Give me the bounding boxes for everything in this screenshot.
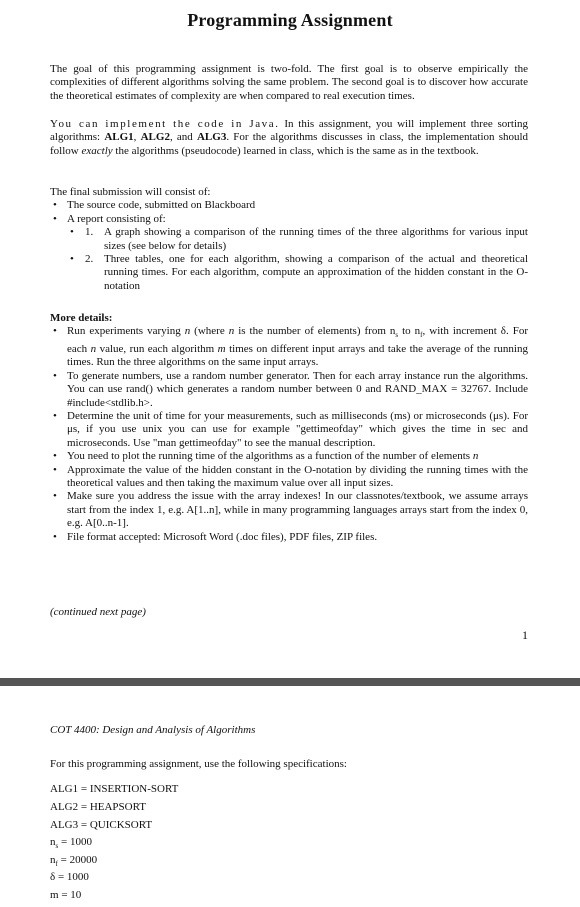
list-item [50,450,528,463]
detail-text: to n [398,325,421,338]
list-item [50,464,528,491]
spec-row [50,801,347,819]
detail-text: File format accepted: Microsoft Word (.doc files), PDF files, ZIP files. [67,530,378,543]
spec-value: HEAPSORT [89,801,147,813]
list-item [50,531,528,544]
specifications-intro: For this programming assignment, use the following specifications: [50,758,347,770]
spec-label: ALG3 [50,818,79,831]
list-item [50,370,528,410]
subscript-s: s [395,331,399,340]
final-submission-block [50,186,528,293]
list-item [67,226,528,253]
spec-label: m [50,888,59,901]
spec-label: n [50,853,56,866]
spec-label: δ [50,871,56,884]
spec-row [50,871,347,889]
spec-separator: = [78,818,90,831]
spec-separator: = [58,836,70,849]
detail-text: Determine the unit of time for your measurements, such as milliseconds (ms) or microseconds (μs). For μs, if you use unix you can use for example "gettimeofday" which gives the time in sec and microseconds. Use "man gettimeofday" to see the manual description. [67,410,528,449]
implementation-paragraph [50,118,528,158]
alg1-label: ALG1 [104,131,134,144]
page-number: 1 [522,628,528,642]
var-n: n [228,325,235,338]
report-item-text: Three tables, one for each algorithm, showing a comparison of the actual and theoretical running times. For each algorithm, compute an approximation of the hidden constant in the O-notation [104,253,528,292]
detail-text: Approximate the value of the hidden constant in the O-notation by dividing the running times with the theoretical values and then taking the maximum value over all input sizes. [67,463,528,490]
goal-paragraph: The goal of this programming assignment is two-fold. The first goal is to observe empirically the complexities of different algorithms solving the same problem. The second goal is to discover how accurate the theoretical estimates of complexity are when compared to real execution times. [50,63,528,102]
spec-subscript: s [55,842,59,851]
spec-separator: = [78,783,90,796]
spec-value: 10 [70,888,82,901]
list-item [50,199,528,212]
spec-value: QUICKSORT [89,818,153,831]
specifications-list [50,783,347,906]
more-details-list [50,325,528,544]
var-n: n [472,450,479,463]
detail-text: is the number of elements) from n [234,325,396,338]
detail-text: Run experiments varying [67,325,185,338]
list-item [50,490,528,530]
spec-value: 1000 [69,836,92,849]
report-item-text: A graph showing a comparison of the running times of the three algorithms for various input sizes (see below for details) [104,226,528,252]
detail-text: You need to plot the running time of the algorithms as a function of the number of elements [67,450,473,463]
var-n: n [90,343,97,355]
detail-text: value, run each algorithm [96,343,218,355]
final-item-text: A report consisting of: [67,212,166,225]
alg2-label: ALG2 [140,131,170,144]
detail-text: Make sure you address the issue with the array indexes! In our classnotes/textbook, we assume arrays start from the index 1, e.g. A[1..n], while in many programming languages arrays start from the index 0, e.g. A[0..n-1]. [67,490,528,530]
list-item [67,253,528,293]
spec-separator: = [58,888,71,901]
more-details-block [50,312,528,544]
implementation-text-3: the algorithms (pseudocode) learned in class, which is the same as in the textbook. [112,144,479,157]
page-divider [0,678,580,686]
detail-text: times on different input arrays and take the average of the running times. Run the three algorithms on the same input arrays. [67,343,528,369]
spec-row [50,854,347,872]
list-item [50,213,528,293]
spec-separator: = [57,853,70,866]
var-n: n [184,325,191,338]
detail-text: , with increment δ. For each [67,325,528,355]
final-submission-intro: The final submission will consist of: [50,186,211,198]
detail-text: (where [190,325,229,338]
course-header: COT 4400: Design and Analysis of Algorithms [50,724,256,736]
spec-row [50,889,347,907]
spec-row [50,836,347,854]
spec-row [50,819,347,837]
spec-label: ALG2 [50,801,79,813]
spec-subscript: f [55,859,58,868]
implementation-sep-2: , and [169,131,197,144]
subscript-f: f [420,331,423,340]
var-m: m [217,343,226,355]
list-item [50,325,528,369]
alg3-label: ALG3 [196,131,227,144]
exactly-emphasis: exactly [81,144,113,157]
spec-value: 20000 [69,853,98,866]
spec-value: 1000 [66,871,89,884]
continued-note: (continued next page) [50,606,146,618]
spec-value: INSERTION-SORT [89,783,179,796]
specifications-block [50,758,347,907]
spec-label: n [50,836,56,849]
spec-separator: = [78,801,90,813]
spec-row [50,783,347,801]
document-title: Programming Assignment [187,10,393,30]
item-number: • 1. [85,226,94,239]
report-items-list [67,226,528,293]
goal-paragraph-block [50,63,528,103]
implementation-sep-1: , [133,131,141,144]
implementation-paragraph-block [50,118,528,158]
spec-label: ALG1 [50,783,79,796]
implementation-text-2: . For the algorithms discusses in class, the implementation should follow [50,131,529,157]
spec-separator: = [55,871,67,884]
detail-text: To generate numbers, use a random number generator. Then for each array instance run the algorithms. You can use rand() which generates a random number between 0 and RAND_MAX = 32767. Include #include<stdlib.h>. [67,369,528,409]
implementation-text-1: In this assignment, you will implement three sorting algorithms: [50,118,528,144]
final-item-text: The source code, submitted on Blackboard [67,199,256,212]
implementation-lead: You can implement the code in Java. [50,118,280,130]
final-submission-list [50,199,528,293]
item-number: • 2. [85,253,94,266]
list-item [50,410,528,450]
more-details-heading: More details: [50,312,113,324]
